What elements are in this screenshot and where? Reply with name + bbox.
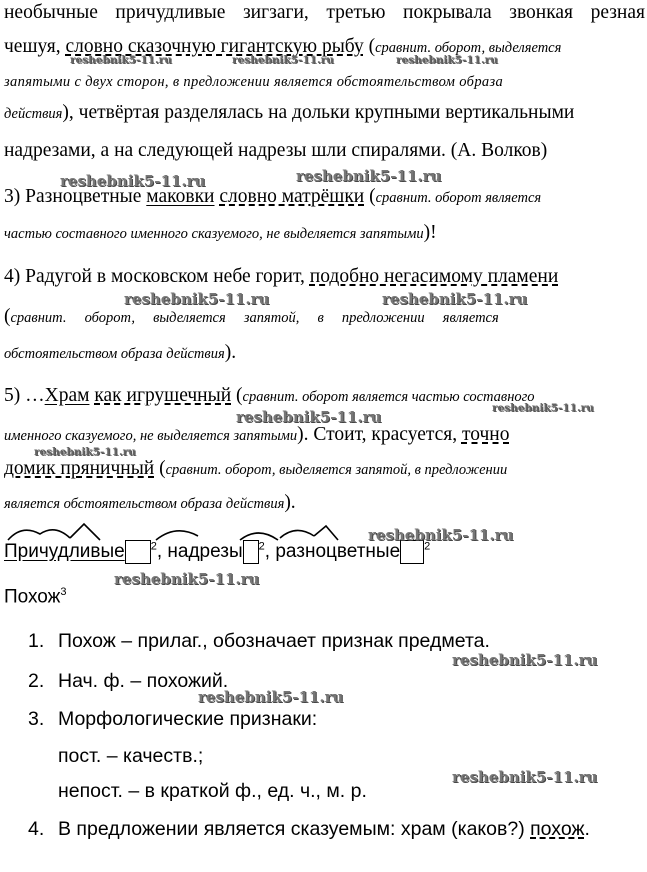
list-item: непост. – в краткой ф., ед. ч., м. р. <box>58 780 367 802</box>
subject-word: маковки <box>146 186 215 207</box>
watermark: reshebnik5-11.ru <box>70 54 172 66</box>
ending-box <box>243 540 259 564</box>
watermark: reshebnik5-11.ru <box>60 172 206 190</box>
watermark: reshebnik5-11.ru <box>452 651 598 669</box>
para-line-2: чешуя, словно сказочную гигантскую рыбу (сравнит. оборот, выделяется <box>4 36 562 57</box>
watermark: reshebnik5-11.ru <box>198 688 344 706</box>
watermark: reshebnik5-11.ru <box>368 526 514 544</box>
predicate-phrase: словно матрёшки <box>219 186 365 207</box>
watermark: reshebnik5-11.ru <box>232 54 334 66</box>
list-item: пост. – качеств.; <box>58 745 204 767</box>
comparison-phrase: словно сказочную гигантскую рыбу <box>65 36 364 57</box>
watermark: reshebnik5-11.ru <box>236 408 382 426</box>
predicate-phrase-5: как игрушечный <box>94 385 232 406</box>
item-4-line-3: обстоятельством образа действия). <box>4 342 237 363</box>
item-5-line-2: именного сказуемого, не выделяется запятыми). Стоит, красуется, точно <box>4 424 510 445</box>
item-5-line-3: домик пряничный (сравнит. оборот, выделяется запятой, в предложении <box>4 458 508 479</box>
watermark: reshebnik5-11.ru <box>396 54 498 66</box>
item-3-line-1: 3) Разноцветные маковки словно матрёшки (сравнит. оборот является <box>4 186 542 207</box>
item-4-line-1: 4) Радугой в московском небе горит, подобно негасимому пламени <box>4 266 559 287</box>
list-item: 2. Нач. ф. – похожий. <box>28 670 229 692</box>
ending-box <box>125 540 151 564</box>
watermark: reshebnik5-11.ru <box>452 768 598 786</box>
list-item: 1. Похож – прилаг., обозначает признак предмета. <box>28 630 490 652</box>
item-3-line-2: частью составного именного сказуемого, не выделяется запятыми)! <box>4 222 437 243</box>
para-line-4: действия), четвёртая разделялась на дольки крупными вертикальными <box>4 102 575 123</box>
watermark: reshebnik5-11.ru <box>34 446 136 458</box>
list-item: 3. Морфологические признаки: <box>28 708 318 730</box>
watermark: reshebnik5-11.ru <box>382 290 528 308</box>
pohozh-heading: Похож$^3$ <box>4 586 67 608</box>
item-5-line-1: 5) …Храм как игрушечный (сравнит. оборот является частью составного <box>4 385 535 406</box>
comparison-phrase-4: подобно негасимому пламени <box>309 266 559 287</box>
item-5-line-4: является обстоятельством образа действия). <box>4 492 296 513</box>
watermark: reshebnik5-11.ru <box>492 402 594 414</box>
para-line-3: запятыми с двух сторон, в предложении является обстоятельством образа <box>4 74 504 90</box>
list-item: 4. В предложении является сказуемым: храм (каков?) похож. <box>28 818 590 840</box>
para-line-5: надрезами, а на следующей надрезы шли спиралями. (А. Волков) <box>4 140 548 161</box>
subject-word-5: Храм <box>44 385 90 406</box>
watermark: reshebnik5-11.ru <box>296 167 442 185</box>
para-line-1: необычные причудливые зигзаги, третью покрывала звонкая резная <box>4 2 645 23</box>
watermark: reshebnik5-11.ru <box>114 570 260 588</box>
morpheme-line: Причудливые $^2$, надрезы $^2$, разноцветные $^2$ <box>4 540 431 563</box>
item-4-line-2: (сравнит. оборот, выделяется запятой, в предложении является <box>4 306 499 327</box>
watermark: reshebnik5-11.ru <box>124 290 270 308</box>
